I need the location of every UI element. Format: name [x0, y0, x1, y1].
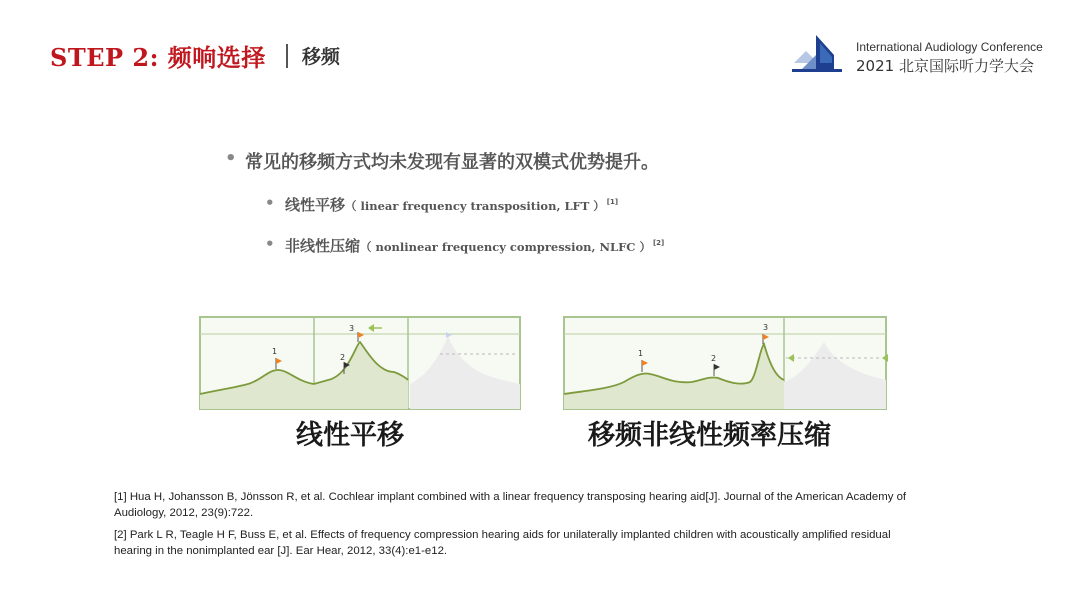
conference-name-en: International Audiology Conference [856, 40, 1043, 54]
reference-2: [2] Park L R, Teagle H F, Buss E, et al. Effects of frequency compression hearing aids for unilaterally implanted children with acoustically amplified residual hearing in the nonimplanted ear [J]. Ear Hear, 2012, 33(4):e1-e12. [114, 529, 891, 557]
lft-caption: 线性平移 [296, 420, 404, 451]
lft-marker-2: 2 [340, 353, 346, 362]
nlfc-marker-1: 1 [638, 349, 644, 358]
bullet-list [225, 148, 664, 256]
nlfc-caption: 移频非线性频率压缩 [588, 420, 831, 451]
lft-marker-3: 3 [349, 324, 355, 333]
main-bullet [225, 148, 664, 174]
slide-subtitle: 移频 [301, 46, 340, 68]
lft-spectrum-figure [198, 314, 522, 412]
sub-bullet-nlfc-ref: [2] [652, 239, 665, 247]
main-bullet-text: 常见的移频方式均未发现有显著的双模式优势提升。 [245, 152, 659, 173]
nlfc-spectrum-figure [562, 314, 888, 412]
sub-bullet-lft-cn: 线性平移 [285, 196, 346, 214]
sub-bullet-nlfc-cn: 非线性压缩 [285, 237, 361, 255]
sub-bullet-lft-ref: [1] [606, 198, 619, 206]
sub-bullet-lft [265, 194, 664, 215]
sub-bullet-lft-en: （ linear frequency transposition, LFT ） [345, 199, 605, 213]
sub-bullet-nlfc-en: （ nonlinear frequency compression, NLFC ） [360, 240, 651, 254]
nlfc-marker-2: 2 [711, 354, 717, 363]
reference-1: [1] Hua H, Johansson B, Jönsson R, et al. Cochlear implant combined with a linear frequency transposing hearing aid[J]. Journal of the American Academy of Audiology, 2012, 23(9):722. [114, 491, 907, 519]
conference-logo-icon [792, 33, 842, 75]
lft-marker-1: 1 [272, 347, 278, 356]
references [114, 489, 924, 565]
sub-bullet-nlfc [265, 235, 664, 256]
conference-name-cn: 2021 北京国际听力学大会 [856, 57, 1034, 75]
nlfc-marker-3: 3 [763, 323, 769, 332]
title-divider [286, 44, 288, 68]
slide-title: STEP 2: 频响选择 [50, 43, 266, 72]
slide-header [50, 38, 340, 73]
